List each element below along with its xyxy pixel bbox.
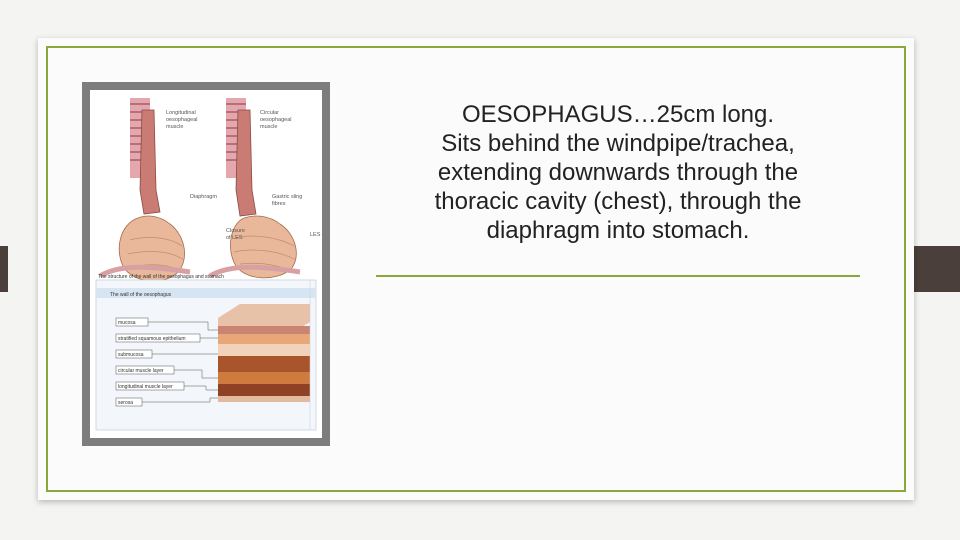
label-gastric-2: fibres [272, 201, 286, 207]
right-oesophagus [236, 110, 256, 216]
label-circular-3: muscle [260, 124, 278, 130]
label-circular-2: oesophageal [260, 117, 292, 123]
text-line-1: OESOPHAGUS…25cm long. [461, 101, 775, 128]
figure-caption: The structure of the wall of the oesophagus and stomach [98, 274, 224, 280]
divider-line [376, 275, 860, 277]
layer-serosa: serosa [118, 400, 134, 406]
layer-circular: circular muscle layer [118, 368, 164, 374]
label-longitudinal-1: Longitudinal [166, 110, 196, 116]
label-closure-1: Closure [226, 228, 245, 234]
text-line-5: diaphragm into stomach. [486, 217, 750, 244]
text-line-3: extending downwards through the [437, 159, 799, 186]
oesophagus-illustration [90, 90, 322, 438]
left-edge-tab [0, 246, 8, 292]
wall-panel-title: The wall of the oesophagus [110, 292, 172, 298]
label-longitudinal-2: oesophageal [166, 117, 198, 123]
oesophagus-figure [90, 90, 322, 438]
layer-longitudinal: longitudinal muscle layer [118, 384, 173, 390]
label-diaphragm: Diaphragm [190, 194, 217, 200]
slide-body-text [376, 100, 860, 245]
layer-mucosa: mucosa [118, 320, 136, 326]
figure-frame [82, 82, 330, 446]
wall-block [218, 304, 310, 402]
text-line-4: thoracic cavity (chest), through the [434, 188, 802, 215]
label-longitudinal-3: muscle [166, 124, 184, 130]
layer-submucosa: submucosa [118, 352, 144, 358]
label-les: LES [310, 232, 321, 238]
left-oesophagus [140, 110, 160, 214]
label-closure-2: of LES [226, 235, 243, 241]
label-circular-1: Circular [260, 110, 279, 116]
text-line-2: Sits behind the windpipe/trachea, [441, 130, 795, 157]
label-gastric-1: Gastric sling [272, 194, 303, 200]
layer-epithelium: stratified squamous epithelium [118, 336, 186, 342]
